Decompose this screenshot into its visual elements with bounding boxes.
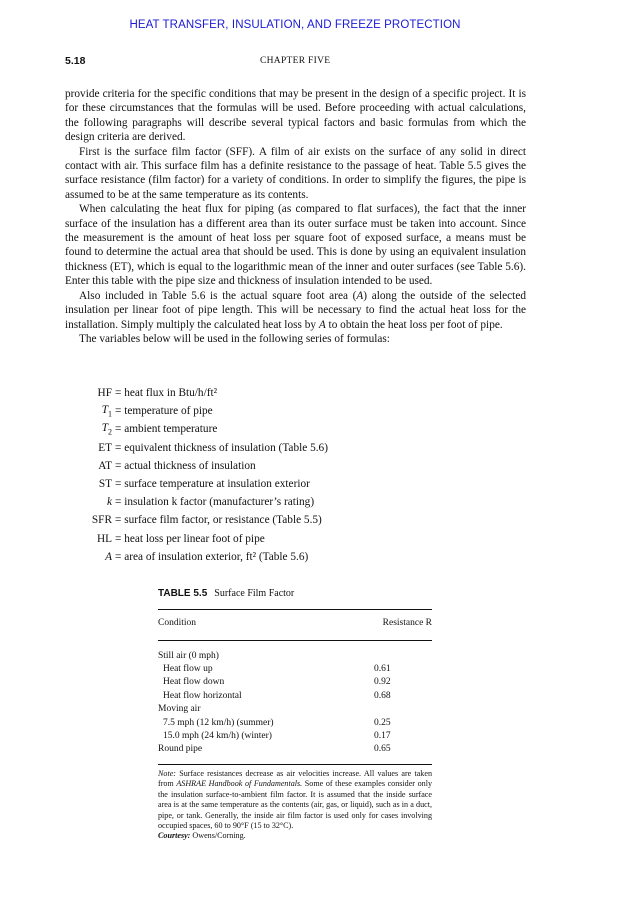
cell-condition: 7.5 mph (12 km/h) (summer) (163, 717, 274, 728)
variable-row (65, 511, 526, 529)
cell-condition: Still air (0 mph) (158, 650, 219, 661)
cell-resistance: 0.17 (374, 731, 391, 742)
running-head: HEAT TRANSFER, INSULATION, AND FREEZE PROTECTION (129, 19, 461, 31)
variable-definition: = surface film factor, or resistance (Table 5.5) (115, 514, 322, 527)
table-row (158, 662, 432, 675)
variable-symbol: HF (97, 387, 112, 400)
courtesy-label: Courtesy: (158, 831, 191, 841)
variable-definition: = insulation k factor (manufacturer’s rating) (115, 496, 315, 509)
table-note (158, 769, 432, 841)
paragraph-variables-intro: The variables below will be used in the following series of formulas: (79, 332, 390, 345)
table-row (158, 689, 432, 702)
note-label: Note: (158, 769, 176, 779)
cell-condition: 15.0 mph (24 km/h) (winter) (163, 731, 272, 742)
cell-resistance: 0.25 (374, 717, 391, 728)
variable-row (65, 457, 526, 475)
cell-condition: Heat flow horizontal (163, 690, 242, 701)
table-label: TABLE 5.5 (158, 588, 208, 599)
cell-condition: Moving air (158, 704, 201, 715)
paragraph-area (65, 289, 526, 332)
variable-row (65, 402, 526, 420)
variable-symbol: HL (96, 532, 112, 545)
table-row (158, 716, 432, 729)
table-row (158, 649, 432, 662)
note-source: ASHRAE Handbook of Fundamentals. (176, 779, 303, 789)
paragraph-heat-flux: When calculating the heat flux for piping (as compared to flat surfaces), the fact that the inner surface of the insulation has a different area than its outer surface must be taken into account. Since the measurement is the amount of heat loss per square foot of exposed surface, a means must be found to determine the actual area that should be used. This is done by using an equivalent insulation thickness (ET), which is equal to the logarithmic mean of the inner and outer surfaces (see Table 5.6). Enter this table with the pipe size and thickness of insulation intended to be used. (65, 203, 526, 288)
cell-resistance: 0.68 (374, 690, 391, 701)
variable-definition: = temperature of pipe (115, 405, 213, 418)
variable-a: A (356, 289, 364, 302)
note-text: Surface resistances decrease as air velocities increase. All values are taken from (158, 769, 432, 789)
cell-condition: Heat flow up (163, 664, 213, 675)
variable-symbol: ST (98, 478, 112, 491)
variable-row (65, 475, 526, 493)
paragraph-continued: provide criteria for the specific conditions that may be present in the design of a specific project. It is for these circumstances that the formulas will be used. Before proceeding with actual calculations, the following paragraphs will describe several typical factors and basic formulas from which the design criteria are derived. (65, 88, 526, 144)
courtesy-text: Owens/Corning. (190, 831, 246, 841)
variable-definition: = ambient temperature (115, 423, 218, 436)
text-run: Also included in Table 5.6 is the actual square foot area ( (79, 289, 357, 302)
column-header-resistance: Resistance R (382, 618, 432, 628)
cell-resistance: 0.65 (374, 744, 391, 755)
variable-symbol: $T_1$ (101, 404, 112, 419)
table-bottom-rule (158, 764, 432, 765)
note-text: Some of these examples consider only the insulation surface-to-ambient film factor. It is assumed that the inside surface area is at the same temperature as the contents (air, gas, or liquid), such as in a duct, pipe, or tank. Generally, the inside air film factor is used only for cases involving occupied spaces, 60 to 90°F (15 to 32°C). (158, 779, 432, 830)
table-title: Surface Film Factor (214, 588, 295, 599)
variable-definition: = heat flux in Btu/h/ft² (115, 387, 218, 400)
variable-row (65, 439, 526, 457)
variable-definition: = actual thickness of insulation (115, 459, 256, 472)
variable-symbol: $T_2$ (101, 422, 112, 437)
table-body (158, 641, 432, 756)
table-surface-film-factor (158, 588, 432, 842)
variable-symbol: AT (98, 459, 112, 472)
variable-definition: = heat loss per linear foot of pipe (115, 532, 265, 545)
cell-resistance: 0.61 (374, 664, 391, 675)
table-row (158, 729, 432, 742)
table-row (158, 676, 432, 689)
variable-definition: = area of insulation exterior, ft² (Table 5.6) (115, 550, 309, 563)
variable-symbol: ET (98, 441, 112, 454)
table-caption (158, 588, 432, 601)
variable-row (65, 420, 526, 438)
table-row (158, 703, 432, 716)
table-row (158, 743, 432, 756)
variable-definition: = equivalent thickness of insulation (Table 5.6) (115, 441, 328, 454)
table-header (158, 610, 432, 640)
text-run: to obtain the heat loss per foot of pipe. (325, 318, 503, 331)
paragraph-surface-film: First is the surface film factor (SFF). A film of air exists on the surface of any solid in direct contact with air. This surface film has a definite resistance to the passage of heat. Table 5.5 gives the surface resistance (film factor) for a variety of conditions. In order to simplify the figures, the pipe is assumed to be at the same temperature as its contents. (65, 145, 526, 201)
cell-resistance: 0.92 (374, 677, 391, 688)
variable-row (65, 530, 526, 548)
variable-symbol: A (105, 550, 112, 563)
cell-condition: Heat flow down (163, 677, 225, 688)
variable-definition: = surface temperature at insulation exterior (115, 478, 310, 491)
variable-row (65, 384, 526, 402)
variable-a: A (318, 318, 326, 331)
variable-symbol: SFR (91, 514, 112, 527)
text-run: ) along the outside of the selected insulation per linear foot of pipe length. This will be necessary to find the actual heat loss for the installation. Simply multiply the calculated heat loss by (65, 289, 526, 331)
variable-list (65, 384, 526, 566)
cell-condition: Round pipe (158, 744, 203, 755)
chapter-title: CHAPTER FIVE (260, 56, 331, 66)
variable-row (65, 493, 526, 511)
body-text (65, 87, 526, 346)
variable-symbol: k (106, 496, 112, 509)
column-header-condition: Condition (158, 618, 197, 628)
variable-row (65, 548, 526, 566)
page-number: 5.18 (65, 55, 86, 67)
